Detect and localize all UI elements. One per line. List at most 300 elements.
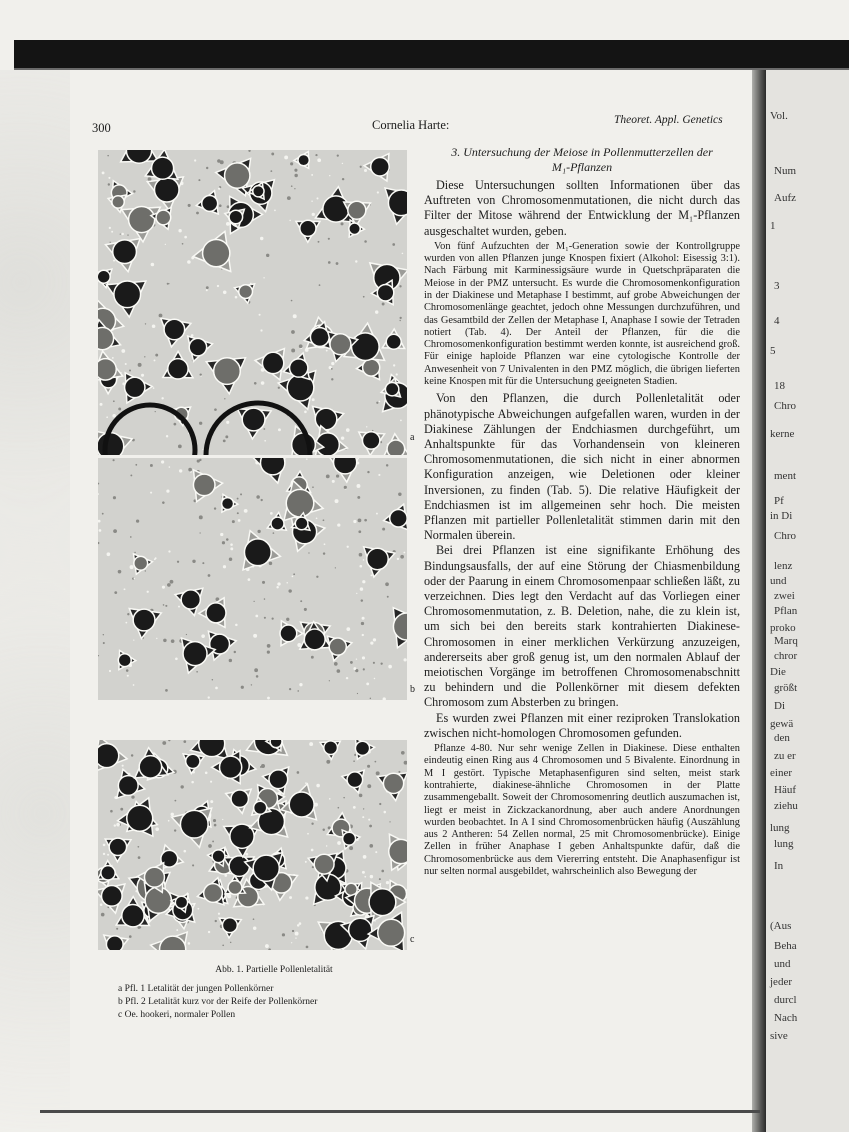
speckle: [261, 381, 265, 385]
speckle: [316, 784, 320, 788]
speckle: [217, 159, 221, 163]
speckle: [346, 627, 350, 631]
speckle: [184, 236, 187, 239]
speckle: [202, 562, 204, 564]
speckle: [312, 213, 315, 216]
speckle: [311, 823, 313, 825]
speckle: [120, 233, 121, 234]
speckle: [375, 310, 378, 313]
speckle: [109, 227, 111, 229]
speckle: [127, 613, 129, 615]
speckle: [398, 492, 401, 495]
scan-top-border-line: [14, 68, 849, 70]
speckle: [251, 684, 252, 685]
neighbor-fragment-text: kerne: [770, 428, 795, 440]
speckle: [218, 913, 220, 915]
speckle: [372, 430, 373, 431]
speckle: [341, 222, 344, 225]
speckle: [337, 841, 341, 845]
speckle: [122, 765, 124, 767]
speckle: [109, 670, 111, 672]
speckle: [397, 558, 399, 560]
speckle: [385, 582, 389, 586]
speckle: [294, 188, 295, 189]
speckle: [256, 675, 259, 678]
speckle: [376, 513, 378, 515]
neighbor-fragment-text: Marq: [774, 635, 798, 647]
speckle: [169, 466, 171, 468]
speckle: [163, 604, 165, 606]
speckle: [304, 608, 307, 611]
speckle: [131, 795, 134, 798]
speckle: [311, 201, 312, 202]
speckle: [337, 669, 341, 673]
speckle: [154, 558, 156, 560]
speckle: [284, 155, 288, 159]
caption-title: Abb. 1. Partielle Pollenletalität: [215, 965, 333, 975]
speckle: [188, 204, 191, 207]
speckle: [240, 493, 242, 495]
speckle: [331, 378, 333, 380]
speckle: [378, 474, 380, 476]
neighbor-fragment-text: gewä: [770, 718, 794, 730]
neighbor-fragment-text: in Di: [770, 510, 793, 522]
speckle: [130, 565, 134, 569]
speckle: [357, 484, 361, 488]
speckle: [291, 300, 293, 302]
speckle: [118, 570, 122, 574]
speckle: [182, 243, 184, 245]
speckle: [346, 428, 350, 432]
speckle: [289, 896, 292, 899]
speckle: [229, 659, 232, 662]
speckle: [113, 529, 117, 533]
speckle: [403, 552, 405, 554]
speckle: [293, 573, 295, 575]
neighbor-fragment-text: 3: [774, 280, 780, 292]
speckle: [163, 639, 166, 642]
neighbor-fragment-text: und: [774, 958, 791, 970]
paragraph-5: Es wurden zwei Pflanzen mit einer reziproken Translokation zwischen nicht-homologen Chromosomen gefunden.: [424, 710, 740, 740]
speckle: [326, 350, 328, 352]
speckle: [155, 411, 156, 412]
speckle: [387, 596, 389, 598]
speckle: [103, 853, 105, 855]
speckle: [238, 519, 241, 522]
speckle: [267, 697, 270, 700]
speckle: [291, 349, 295, 353]
speckle: [108, 183, 110, 185]
speckle: [125, 363, 127, 365]
speckle: [329, 798, 331, 800]
speckle: [113, 459, 115, 461]
speckle: [326, 760, 330, 764]
speckle: [400, 420, 402, 422]
section-title: [424, 145, 740, 175]
neighbor-fragment-text: einer: [770, 767, 792, 779]
speckle: [269, 562, 272, 565]
speckle: [274, 210, 276, 212]
speckle: [356, 658, 357, 659]
speckle: [323, 829, 325, 831]
speckle: [318, 241, 320, 243]
speckle: [245, 853, 248, 856]
micrograph-a: [98, 150, 407, 455]
speckle: [237, 512, 239, 514]
speckle: [367, 765, 370, 768]
speckle: [324, 543, 326, 545]
speckle: [214, 408, 217, 411]
speckle: [377, 191, 379, 193]
speckle: [342, 163, 343, 164]
speckle: [361, 622, 364, 625]
paragraph-1: Diese Untersuchungen sollten Informationen über das Auftreten von Chromosomenmutationen, die nicht durch das Filter der Mitose während der Entwicklung der M₁-Pflanzen ausgeschaltet wurden, geben.: [424, 178, 740, 238]
speckle: [215, 687, 218, 690]
speckle: [297, 690, 299, 692]
speckle: [165, 605, 167, 607]
speckle: [183, 850, 186, 853]
speckle: [110, 810, 113, 813]
speckle: [399, 320, 400, 321]
speckle: [103, 844, 106, 847]
speckle: [286, 582, 288, 584]
speckle: [286, 618, 289, 621]
speckle: [255, 615, 258, 618]
speckle: [183, 740, 186, 743]
speckle: [323, 552, 325, 554]
speckle: [305, 861, 307, 863]
panel-label-a: a: [410, 432, 415, 443]
speckle: [198, 179, 200, 181]
speckle: [357, 693, 358, 694]
speckle: [336, 262, 339, 265]
speckle: [214, 507, 216, 509]
neighbor-fragment-text: durcl: [774, 994, 797, 1006]
caption-item-c: c Oe. hookeri, normaler Pollen: [118, 1010, 236, 1020]
speckle: [373, 638, 376, 641]
speckle: [396, 373, 398, 375]
speckle: [196, 212, 199, 215]
speckle: [113, 496, 116, 499]
speckle: [369, 844, 373, 848]
speckle: [370, 875, 373, 878]
speckle: [196, 671, 198, 673]
neighbor-fragment-text: und: [770, 575, 787, 587]
speckle: [230, 543, 233, 546]
speckle: [138, 363, 142, 367]
speckle: [326, 474, 330, 478]
speckle: [260, 237, 263, 240]
speckle: [344, 486, 347, 489]
speckle: [214, 824, 217, 827]
speckle: [248, 578, 251, 581]
neighbor-fragment-text: den: [774, 732, 790, 744]
speckle: [359, 553, 363, 557]
speckle: [400, 317, 402, 319]
neighbor-fragment-text: Nach: [774, 1012, 798, 1024]
speckle: [361, 599, 363, 601]
speckle: [404, 658, 407, 661]
neighbor-fragment-text: Beha: [774, 940, 797, 952]
speckle: [370, 698, 371, 699]
speckle: [291, 330, 295, 334]
speckle: [364, 876, 366, 878]
speckle: [232, 520, 235, 523]
neighbor-fragment-text: größt: [774, 682, 798, 694]
speckle: [178, 606, 180, 608]
speckle: [208, 844, 212, 848]
speckle: [199, 459, 201, 461]
speckle: [126, 669, 129, 672]
speckle: [328, 261, 331, 264]
speckle: [152, 325, 156, 329]
speckle: [162, 586, 165, 589]
speckle: [373, 662, 375, 664]
neighbor-fragment-text: lung: [774, 838, 794, 850]
speckle: [206, 167, 208, 169]
speckle: [226, 538, 229, 541]
speckle: [358, 530, 361, 533]
speckle: [277, 582, 280, 585]
speckle: [113, 260, 115, 262]
speckle: [168, 550, 170, 552]
speckle: [264, 598, 266, 600]
speckle: [106, 416, 108, 418]
speckle: [222, 819, 223, 820]
speckle: [235, 624, 238, 627]
running-author: Cornelia Harte:: [372, 118, 450, 132]
speckle: [116, 823, 120, 827]
speckle: [218, 187, 220, 189]
speckle: [316, 197, 318, 199]
speckle: [272, 618, 274, 620]
speckle: [208, 574, 211, 577]
speckle: [134, 578, 135, 579]
neighbor-fragment-text: sive: [770, 1030, 788, 1042]
speckle: [312, 486, 314, 488]
speckle: [287, 196, 291, 200]
speckle: [125, 622, 127, 624]
speckle: [356, 593, 357, 594]
speckle: [386, 464, 388, 466]
neighbor-fragment-text: lung: [770, 822, 790, 834]
speckle: [199, 422, 202, 425]
speckle: [234, 651, 236, 653]
speckle: [360, 587, 363, 590]
speckle: [229, 558, 232, 561]
speckle: [112, 357, 114, 359]
speckle: [366, 426, 367, 427]
speckle: [401, 751, 405, 755]
speckle: [191, 781, 194, 784]
speckle: [174, 800, 176, 802]
speckle: [139, 926, 141, 928]
speckle: [316, 576, 318, 578]
speckle: [263, 277, 264, 278]
figure-panel-a: [98, 150, 407, 455]
speckle: [145, 323, 146, 324]
speckle: [253, 601, 254, 602]
speckle: [103, 634, 104, 635]
neighbor-fragment-text: zwei: [774, 590, 795, 602]
speckle: [206, 289, 208, 291]
caption-item-a: a Pfl. 1 Letalität der jungen Pollenkörner: [118, 984, 274, 994]
neighbor-fragment-text: Aufz: [774, 192, 796, 204]
speckle: [264, 440, 266, 442]
speckle: [341, 436, 344, 439]
speckle: [328, 238, 330, 240]
speckle: [315, 154, 317, 156]
speckle: [167, 283, 169, 285]
speckle: [363, 296, 365, 298]
neighbor-fragment-text: Chro: [774, 400, 796, 412]
speckle: [271, 153, 274, 156]
speckle: [316, 518, 318, 520]
speckle: [103, 642, 105, 644]
speckle: [270, 170, 272, 172]
speckle: [162, 741, 166, 745]
speckle: [367, 471, 369, 473]
speckle: [102, 171, 105, 174]
speckle: [369, 825, 372, 828]
speckle: [374, 678, 375, 679]
neighbor-fragment-text: Die: [770, 666, 786, 678]
figure-caption: [118, 964, 408, 1022]
speckle: [289, 220, 291, 222]
speckle: [210, 800, 213, 803]
speckle: [364, 169, 367, 172]
speckle: [223, 565, 226, 568]
speckle: [167, 583, 171, 587]
speckle: [201, 634, 205, 638]
speckle: [265, 944, 269, 948]
speckle: [295, 932, 299, 936]
speckle: [253, 634, 257, 638]
speckle: [343, 797, 345, 799]
speckle: [188, 942, 191, 945]
speckle: [223, 291, 227, 295]
speckle: [266, 254, 269, 257]
speckle: [166, 489, 169, 492]
speckle: [311, 656, 314, 659]
speckle: [131, 754, 133, 756]
speckle: [179, 469, 182, 472]
speckle: [107, 552, 111, 556]
speckle: [144, 356, 145, 357]
speckle: [222, 944, 224, 946]
speckle: [294, 174, 297, 177]
speckle: [297, 924, 300, 927]
speckle: [392, 243, 395, 246]
speckle: [121, 233, 123, 235]
speckle: [362, 617, 365, 620]
speckle: [282, 933, 285, 936]
speckle: [371, 574, 373, 576]
speckle: [299, 344, 303, 348]
speckle: [306, 946, 309, 949]
speckle: [386, 881, 389, 884]
speckle: [353, 760, 355, 762]
panel-label-c: c: [410, 934, 415, 945]
pollen-grain: [121, 150, 158, 163]
speckle: [362, 634, 364, 636]
speckle: [147, 591, 149, 593]
speckle: [264, 617, 266, 619]
speckle: [162, 501, 165, 504]
speckle: [289, 688, 291, 690]
neighbor-fragment-text: Num: [774, 165, 796, 177]
speckle: [151, 263, 155, 267]
speckle: [121, 349, 125, 353]
speckle: [141, 374, 144, 377]
speckle: [382, 303, 385, 306]
speckle: [329, 680, 330, 681]
speckle: [362, 816, 364, 818]
speckle: [133, 190, 135, 192]
speckle: [353, 667, 356, 670]
speckle: [180, 785, 183, 788]
speckle: [362, 871, 365, 874]
speckle: [349, 846, 353, 850]
speckle: [145, 570, 146, 571]
speckle: [402, 253, 404, 255]
speckle: [342, 178, 344, 180]
speckle: [273, 532, 275, 534]
speckle: [154, 359, 156, 361]
speckle: [199, 515, 203, 519]
speckle: [130, 474, 132, 476]
speckle: [260, 329, 262, 331]
speckle: [359, 794, 363, 798]
speckle: [290, 162, 293, 165]
neighbor-fragment-text: 5: [770, 345, 776, 357]
speckle: [170, 580, 174, 584]
speckle: [335, 499, 339, 503]
speckle: [257, 530, 260, 533]
speckle: [206, 286, 209, 289]
speckle: [237, 498, 239, 500]
speckle: [375, 761, 377, 763]
speckle: [194, 159, 196, 161]
speckle: [124, 588, 126, 590]
speckle: [306, 458, 308, 460]
speckle: [230, 547, 233, 550]
neighbor-fragment-text: proko: [770, 622, 796, 634]
speckle: [362, 580, 365, 583]
neighbor-fragment-text: lenz: [774, 560, 793, 572]
paragraph-4: Bei drei Pflanzen ist eine signifikante Erhöhung des Bindungsausfalls, der auf eine Störung der Chiasmenbildung oder der Paarung in einem Chromosomenpaar schließen läßt, zu verzeichnen. Dies legt den Verdacht auf das Vorliegen einer Chromosomenmutation, z. B. Deletion, nahe, die zu klein ist, um sich bei den bereits stark kontrahierten Diakinese-Chromosomen in einer merklichen Verkürzung anzuzeigen, andererseits aber groß genug ist, um den normalen Ablauf der meiotischen Vorgänge im betroffenen Chromosomenabschnitt zu behindern und die Pollenkörner mit diesem defekten Chromosom zum Absterben zu bringen.: [424, 543, 740, 710]
speckle: [382, 528, 385, 531]
book-gutter: [752, 70, 766, 1132]
speckle: [353, 520, 356, 523]
speckle: [259, 314, 261, 316]
neighbor-fragment-text: Chro: [774, 530, 796, 542]
speckle: [376, 771, 380, 775]
scan-bottom-line: [40, 1110, 760, 1113]
neighbor-fragment-text: Häuf: [774, 784, 796, 796]
speckle: [307, 833, 309, 835]
speckle: [230, 942, 231, 943]
speckle: [363, 808, 364, 809]
speckle: [114, 591, 117, 594]
figure-panel-b: [98, 458, 407, 700]
speckle: [363, 855, 367, 859]
speckle: [127, 675, 129, 677]
speckle: [335, 567, 336, 568]
neighbor-fragment-text: 18: [774, 380, 785, 392]
speckle: [368, 819, 370, 821]
speckle: [107, 155, 109, 157]
